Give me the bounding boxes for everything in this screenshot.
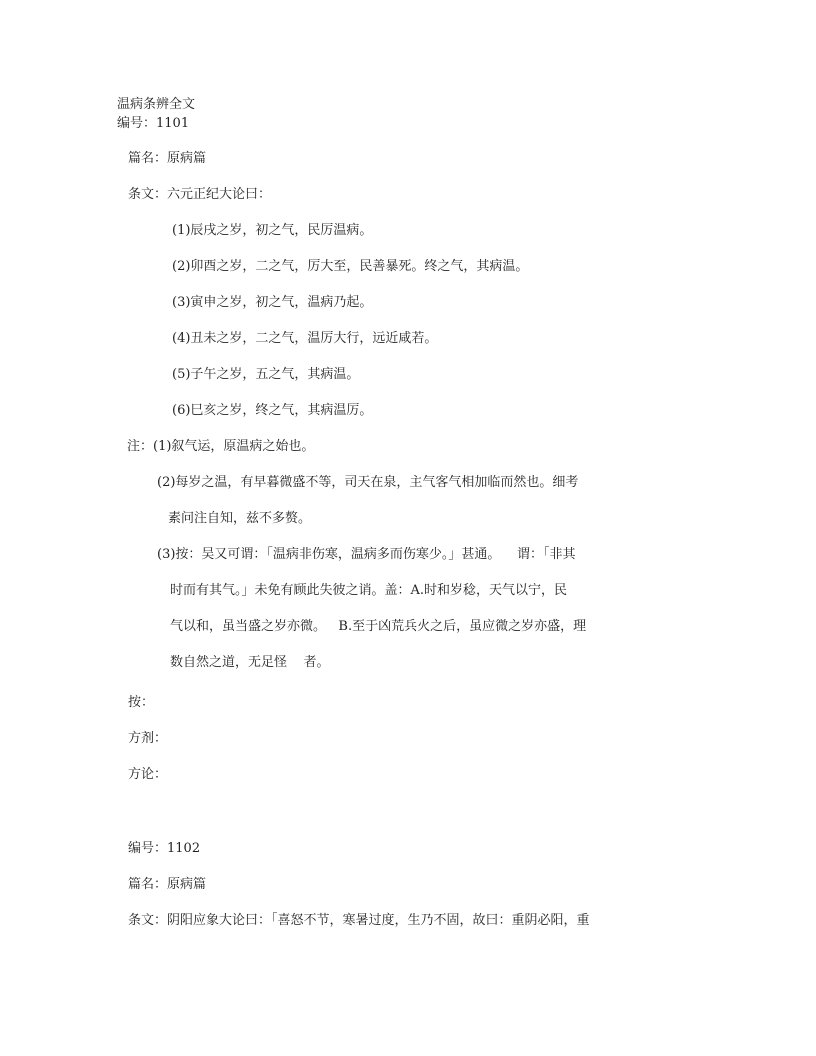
- entry-text-label: 条文：六元正纪大论曰：: [128, 187, 272, 202]
- note-3-line-4: 数自然之道，无足怪 者。: [170, 655, 330, 670]
- entry-item: (3)寅申之岁，初之气，温病乃起。: [172, 295, 373, 310]
- entry-chapter: 篇名：原病篇: [128, 877, 207, 892]
- entry-item: (5)子午之岁，五之气，其病温。: [172, 367, 360, 382]
- discussion-label: 方论：: [128, 767, 168, 782]
- note-2-line-2: 素问注自知，兹不多赘。: [168, 511, 312, 526]
- entry-item: (4)丑未之岁，二之气，温厉大行，远近咸若。: [172, 331, 438, 346]
- note-3-line-1: (3)按：吴又可谓：「温病非伤寒，温病多而伤寒少。」甚通。 谓：「非其: [157, 547, 576, 562]
- entry-item: (1)辰戌之岁，初之气，民厉温病。: [172, 223, 373, 238]
- note-2-line-1: (2)每岁之温，有早暮微盛不等，司天在泉，主气客气相加临而然也。细考: [157, 475, 579, 490]
- entry-item: (2)卯酉之岁，二之气，厉大至，民善暴死。终之气，其病温。: [172, 259, 529, 274]
- document-title: 温病条辨全文: [117, 97, 196, 112]
- entry-chapter: 篇名：原病篇: [128, 151, 207, 166]
- note-3-line-3: 气以和，虽当盛之岁亦微。 B.至于凶荒兵火之后，虽应微之岁亦盛，理: [170, 619, 587, 634]
- an-label: 按：: [128, 695, 155, 710]
- entry-text-label: 条文：阴阳应象大论曰：「喜怒不节，寒暑过度，生乃不固，故曰：重阴必阳，重: [128, 913, 590, 928]
- entry-id: 编号：1102: [128, 841, 201, 856]
- entry-id: 编号：1101: [117, 116, 190, 131]
- formula-label: 方剂：: [128, 731, 168, 746]
- entry-item: (6)巳亥之岁，终之气，其病温厉。: [172, 403, 373, 418]
- note-3-line-2: 时而有其气。」未免有顾此失彼之诮。盖：A.时和岁稔，天气以宁，民: [170, 583, 568, 598]
- note-1: 注：(1)叙气运，原温病之始也。: [127, 439, 315, 454]
